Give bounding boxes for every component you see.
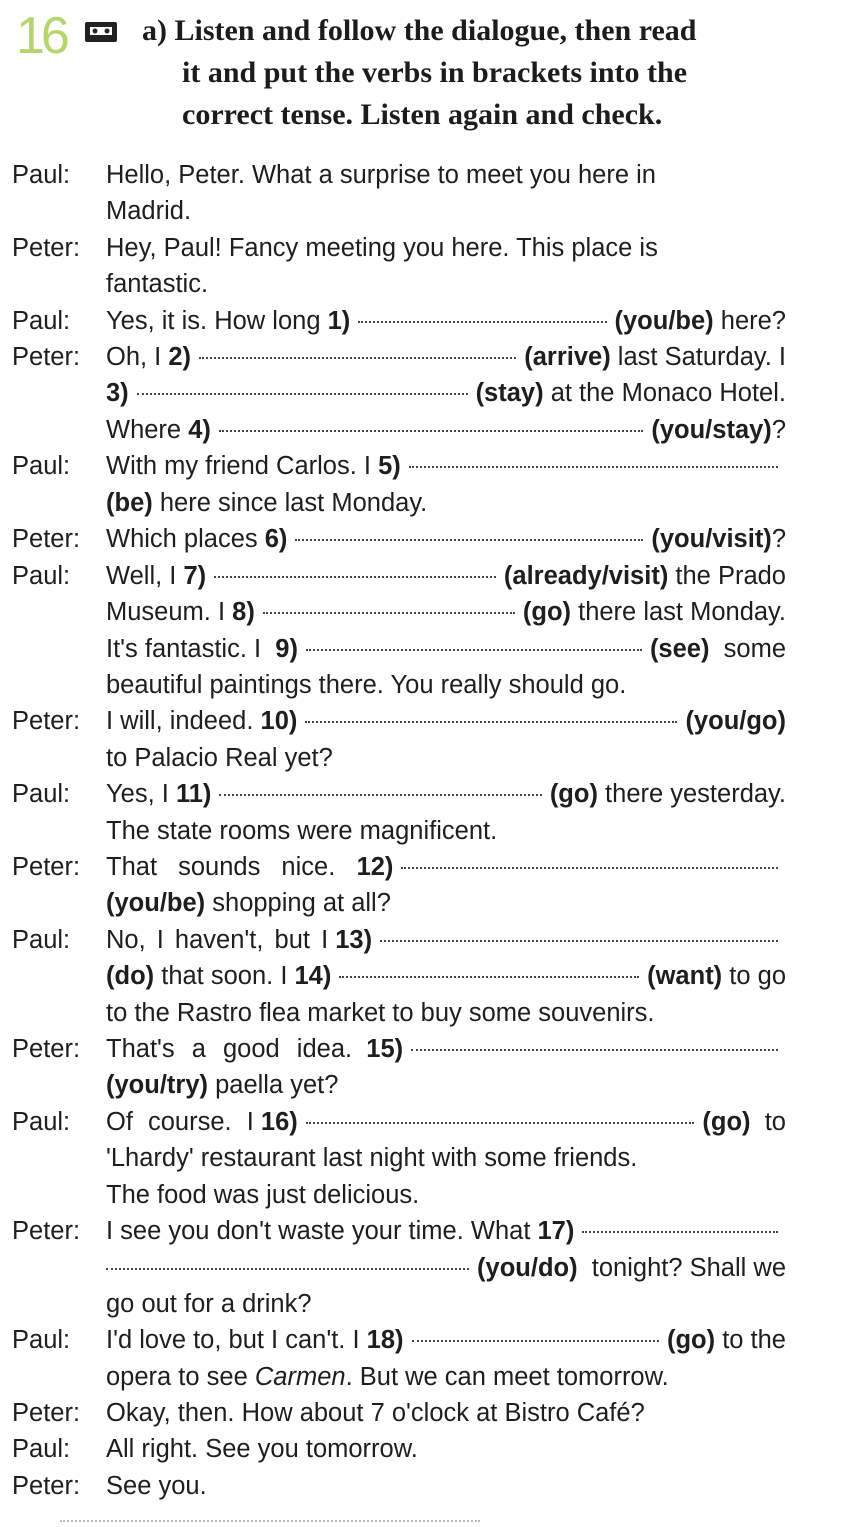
dialogue-line xyxy=(0,339,841,376)
dialogue-line xyxy=(0,1213,841,1250)
speaker: Peter: xyxy=(12,1035,81,1063)
dialogue-line xyxy=(0,667,841,704)
dialogue-line xyxy=(0,157,841,194)
verb-prompt: (want) xyxy=(647,962,723,990)
answer-blank-13[interactable] xyxy=(380,940,778,942)
verb-prompt: (already/visit) xyxy=(503,562,669,590)
item-number: 5) xyxy=(378,452,401,480)
item-number: 13) xyxy=(335,926,373,954)
line-text: here since last Monday. xyxy=(159,489,428,517)
verb-prompt: (go) xyxy=(666,1326,716,1354)
speaker: Paul: xyxy=(12,1326,71,1354)
dialogue-line xyxy=(0,303,841,340)
verb-prompt: (you/be) xyxy=(614,307,714,335)
dialogue-line xyxy=(0,1359,841,1396)
dialogue-line xyxy=(0,740,841,777)
answer-blank-15[interactable] xyxy=(411,1049,778,1051)
verb-prompt: (you/be) xyxy=(106,889,206,917)
line-text: go out for a drink? xyxy=(106,1290,312,1318)
line-text: No, I haven't, but I xyxy=(106,926,329,954)
verb-prompt: (stay) xyxy=(475,379,544,407)
dialogue-line xyxy=(0,375,841,412)
line-text: That sounds nice. xyxy=(106,853,336,881)
dialogue-line xyxy=(0,266,841,303)
instruction-line-2: it and put the verbs in brackets into the xyxy=(182,56,688,89)
line-text: It's fantastic. I xyxy=(106,635,262,663)
item-number: 16) xyxy=(260,1108,298,1136)
item-number: 4) xyxy=(188,416,211,444)
opera-title: Carmen xyxy=(254,1363,346,1391)
speaker: Paul: xyxy=(12,452,71,480)
verb-prompt: (you/try) xyxy=(106,1071,208,1099)
dialogue-line xyxy=(0,813,841,850)
line-text: there yesterday. xyxy=(605,780,786,808)
dialogue-line xyxy=(0,521,841,558)
speaker: Peter: xyxy=(12,1399,81,1427)
line-text: fantastic. xyxy=(106,270,209,298)
dialogue-line xyxy=(0,1031,841,1068)
line-text: Of course. I xyxy=(106,1108,254,1136)
answer-blank-11[interactable] xyxy=(219,794,541,796)
line-text: there last Monday. xyxy=(578,598,786,626)
line-text: Yes, it is. How long xyxy=(106,307,321,335)
line-text: ? xyxy=(771,416,786,444)
line-text: to go xyxy=(729,962,786,990)
item-number: 7) xyxy=(183,562,207,590)
dialogue-line xyxy=(0,1250,841,1287)
line-text: at the Monaco Hotel. xyxy=(550,379,786,407)
verb-prompt: (see) xyxy=(649,635,710,663)
line-text: . But we can meet tomorrow. xyxy=(345,1363,669,1391)
line-text: The food was just delicious. xyxy=(106,1181,420,1209)
verb-prompt: (go) xyxy=(549,780,598,808)
line-text: the Prado xyxy=(675,562,786,590)
answer-blank-14[interactable] xyxy=(339,976,639,978)
line-text: Where xyxy=(106,416,182,444)
item-number: 9) xyxy=(275,635,298,663)
line-text: beautiful paintings there. You really should go. xyxy=(106,671,627,699)
speaker: Paul: xyxy=(12,1435,71,1463)
dialogue-line xyxy=(0,1286,841,1323)
item-number: 2) xyxy=(168,343,192,371)
item-number: 17) xyxy=(537,1217,575,1245)
line-text: I'd love to, but I can't. I xyxy=(106,1326,360,1354)
dialogue-line xyxy=(0,1395,841,1432)
speaker: Paul: xyxy=(12,562,71,590)
dialogue-line xyxy=(0,1431,841,1468)
line-text: Well, I xyxy=(106,562,177,590)
answer-blank-17-continued[interactable] xyxy=(106,1268,469,1270)
line-text: I will, indeed. xyxy=(106,707,254,735)
item-number: 14) xyxy=(294,962,332,990)
line-text: paella yet? xyxy=(215,1071,339,1099)
answer-blank-8[interactable] xyxy=(263,612,515,614)
verb-prompt: (you/go) xyxy=(685,707,786,735)
verb-prompt: (do) xyxy=(106,962,155,990)
line-text: to Palacio Real yet? xyxy=(106,744,333,772)
line-text: That's a good idea. xyxy=(106,1035,353,1063)
dialogue-line xyxy=(0,230,841,267)
answer-blank-10[interactable] xyxy=(305,721,677,723)
item-number: 18) xyxy=(366,1326,404,1354)
dialogue-line xyxy=(0,849,841,886)
answer-blank-16[interactable] xyxy=(306,1122,695,1124)
dialogue-line xyxy=(0,558,841,595)
line-text: Madrid. xyxy=(106,197,192,225)
speaker: Paul: xyxy=(12,307,71,335)
speaker: Paul: xyxy=(12,780,71,808)
answer-blank-6[interactable] xyxy=(295,539,643,541)
line-text: to the Rastro flea market to buy some souvenirs. xyxy=(106,999,655,1027)
dialogue-line xyxy=(0,1322,841,1359)
dialogue-line xyxy=(0,631,841,668)
item-number: 8) xyxy=(232,598,255,626)
answer-blank-5[interactable] xyxy=(409,466,778,468)
dialogue-line xyxy=(0,412,841,449)
answer-blank-18[interactable] xyxy=(412,1340,659,1342)
answer-blank-17[interactable] xyxy=(582,1231,778,1233)
speaker: Paul: xyxy=(12,926,71,954)
speaker: Paul: xyxy=(12,1108,71,1136)
dialogue-line xyxy=(0,922,841,959)
answer-blank-2[interactable] xyxy=(199,357,516,359)
line-text: See you. xyxy=(106,1472,207,1500)
line-text: opera to see xyxy=(106,1363,248,1391)
speaker: Peter: xyxy=(12,1472,81,1500)
instructions xyxy=(142,10,792,136)
item-number: 15) xyxy=(366,1035,404,1063)
verb-prompt: (go) xyxy=(702,1108,751,1136)
line-text: here? xyxy=(720,307,786,335)
line-text: Yes, I xyxy=(106,780,169,808)
dialogue-line xyxy=(0,1468,841,1505)
verb-prompt: (you/do) xyxy=(477,1254,578,1282)
line-text: I see you don't waste your time. What xyxy=(106,1217,531,1245)
line-text: Oh, I xyxy=(106,343,162,371)
dialogue-line xyxy=(0,958,841,995)
item-number: 3) xyxy=(106,379,129,407)
line-text: Hello, Peter. What a surprise to meet you here in xyxy=(106,161,656,189)
verb-prompt: (arrive) xyxy=(524,343,611,371)
line-text: Okay, then. How about 7 o'clock at Bistro Café? xyxy=(106,1399,645,1427)
verb-prompt: (be) xyxy=(106,489,153,517)
dialogue-line xyxy=(0,485,841,522)
verb-prompt: (you/visit) xyxy=(651,525,772,553)
answer-blank-4[interactable] xyxy=(219,430,643,432)
dialogue-line xyxy=(0,594,841,631)
speaker: Peter: xyxy=(12,1217,81,1245)
verb-prompt: (go) xyxy=(522,598,572,626)
line-text: With my friend Carlos. I xyxy=(106,452,371,480)
item-number: 11) xyxy=(175,780,212,808)
verb-prompt: (you/stay) xyxy=(651,416,772,444)
line-text: Hey, Paul! Fancy meeting you here. This place is xyxy=(106,234,658,262)
item-number: 1) xyxy=(327,307,351,335)
dialogue-line xyxy=(0,885,841,922)
speaker: Paul: xyxy=(12,161,71,189)
line-text: to the xyxy=(722,1326,786,1354)
instruction-line-1: a) Listen and follow the dialogue, then read xyxy=(142,14,697,47)
answer-blank-12[interactable] xyxy=(401,867,778,869)
cassette-icon xyxy=(84,21,118,43)
item-number: 6) xyxy=(264,525,288,553)
dialogue-line xyxy=(0,995,841,1032)
exercise-number: 16 xyxy=(16,7,66,65)
answer-blank-7[interactable] xyxy=(214,576,496,578)
dialogue-line xyxy=(0,703,841,740)
line-text: tonight? Shall we xyxy=(591,1254,786,1282)
dialogue-line xyxy=(0,1177,841,1214)
line-text: that soon. I xyxy=(161,962,288,990)
speaker: Peter: xyxy=(12,853,81,881)
item-number: 12) xyxy=(356,853,394,881)
speaker: Peter: xyxy=(12,234,81,262)
speaker: Peter: xyxy=(12,343,81,371)
dialogue-line xyxy=(0,776,841,813)
line-text: ? xyxy=(771,525,786,553)
answer-blank-1[interactable] xyxy=(358,321,606,323)
dialogue-line xyxy=(0,193,841,230)
line-text: last Saturday. I xyxy=(617,343,786,371)
speaker: Peter: xyxy=(12,525,81,553)
line-text: Museum. I xyxy=(106,598,226,626)
answer-blank-3[interactable] xyxy=(137,393,468,395)
dialogue-line xyxy=(0,1140,841,1177)
line-text: some xyxy=(723,635,786,663)
line-text: 'Lhardy' restaurant last night with some friends. xyxy=(106,1144,638,1172)
line-text: shopping at all? xyxy=(212,889,391,917)
speaker: Peter: xyxy=(12,707,81,735)
instruction-line-3: correct tense. Listen again and check. xyxy=(182,98,663,131)
line-text: The state rooms were magnificent. xyxy=(106,817,498,845)
answer-blank-9[interactable] xyxy=(306,649,642,651)
dialogue-line xyxy=(0,1067,841,1104)
dialogue-line xyxy=(0,448,841,485)
dialogue-line xyxy=(0,1104,841,1141)
line-text: Which places xyxy=(106,525,258,553)
line-text: to xyxy=(764,1108,786,1136)
page-divider xyxy=(60,1520,480,1522)
item-number: 10) xyxy=(260,707,298,735)
line-text: All right. See you tomorrow. xyxy=(106,1435,418,1463)
